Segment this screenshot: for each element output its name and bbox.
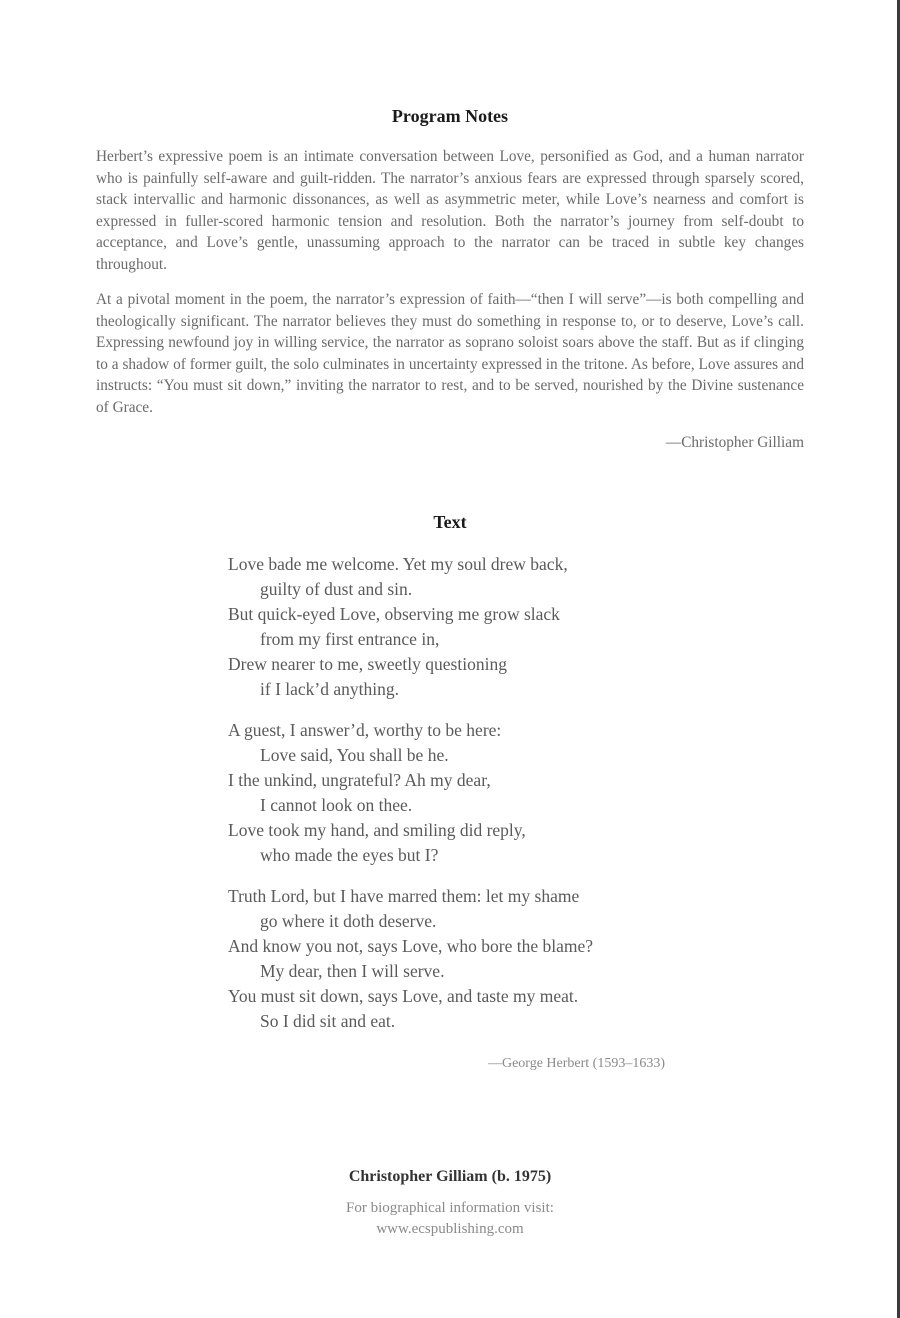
poem-stanza [228, 718, 688, 868]
poem-line: from my first entrance in, [260, 629, 440, 649]
program-notes-body [96, 146, 804, 454]
poem-line: Love said, You shall be he. [260, 745, 449, 765]
poem-line: Drew nearer to me, sweetly questioning [228, 654, 507, 674]
poem-line: You must sit down, says Love, and taste my meat. [228, 986, 579, 1006]
poem-line: Love bade me welcome. Yet my soul drew back, [228, 554, 568, 574]
poem-line: And know you not, says Love, who bore the blame? [228, 936, 593, 956]
poem-line: if I lack’d anything. [260, 679, 399, 699]
poem-line: I the unkind, ungrateful? Ah my dear, [228, 770, 491, 790]
notes-paragraph: Herbert’s expressive poem is an intimate conversation between Love, personified as God, and a human narrator who is painfully self-aware and guilt-ridden. The narrator’s anxious fears are expressed through sparsely scored, stack intervallic and harmonic dissonances, as well as asymmetric meter, while Love’s nearness and comfort is expressed in fuller-scored harmonic tension and resolution. Both the narrator’s journey from self-doubt to acceptance, and Love’s gentle, unassuming approach to the narrator can be traced in subtle key changes throughout. [96, 148, 804, 273]
text-section-title: Text [433, 512, 467, 532]
poem-line: guilty of dust and sin. [260, 579, 413, 599]
poem-line: I cannot look on thee. [260, 795, 413, 815]
notes-signature: —Christopher Gilliam [665, 434, 804, 451]
poem-line: go where it doth deserve. [260, 911, 437, 931]
poem-line: A guest, I answer’d, worthy to be here: [228, 720, 502, 740]
poem-line: So I did sit and eat. [260, 1011, 396, 1031]
poem-stanza [228, 884, 688, 1034]
composer-heading: Christopher Gilliam (b. 1975) [348, 1168, 552, 1185]
poem-line: My dear, then I will serve. [260, 961, 445, 981]
bio-text: For biographical information visit: [346, 1200, 554, 1216]
program-notes-title: Program Notes [391, 106, 509, 126]
bio-url: www.ecspublishing.com [376, 1221, 524, 1237]
composer-bio [0, 1198, 900, 1240]
poem-credit: —George Herbert (1593–1633) [487, 1056, 665, 1071]
poem-line: who made the eyes but I? [260, 845, 439, 865]
notes-paragraph: At a pivotal moment in the poem, the narrator’s expression of faith—“then I will serve”—is both compelling and theologically significant. The narrator believes they must do something in response to, or to deserve, Love’s call. Expressing newfound joy in willing service, the narrator as soprano soloist soars above the staff. But as if clinging to a shadow of former guilt, the solo culminates in uncertainty expressed in the tritone. As before, Love assures and instructs: “You must sit down,” inviting the narrator to rest, and to be served, nourished by the Divine sustenance of Grace. [96, 291, 804, 416]
poem [228, 552, 688, 1050]
poem-line: But quick-eyed Love, observing me grow slack [228, 604, 560, 624]
poem-line: Love took my hand, and smiling did reply, [228, 820, 526, 840]
poem-line: Truth Lord, but I have marred them: let my shame [228, 886, 580, 906]
poem-stanza [228, 552, 688, 702]
